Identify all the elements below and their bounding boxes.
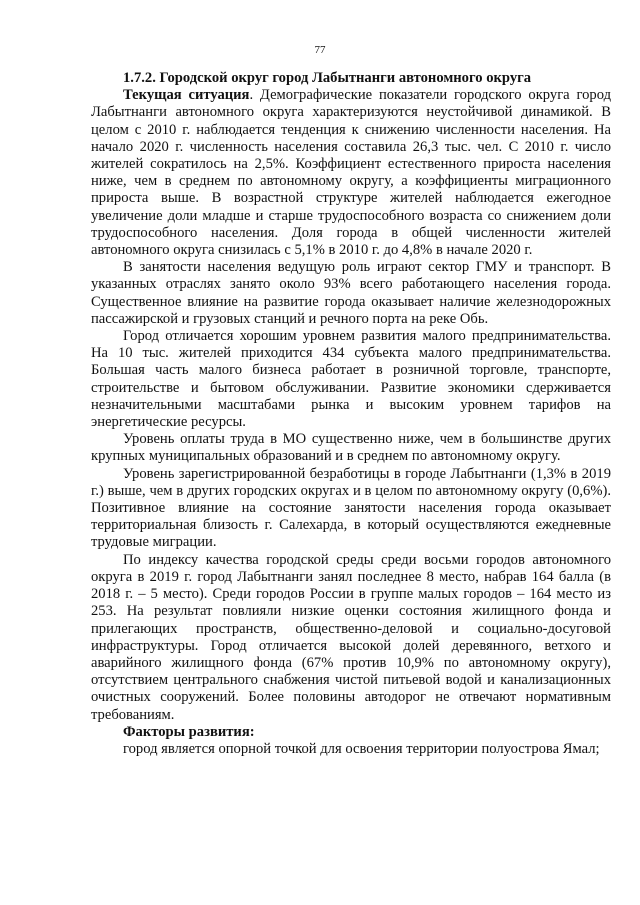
page-number: 77 bbox=[314, 44, 326, 56]
intro-paragraph bbox=[91, 87, 611, 259]
factors-heading: Факторы развития: bbox=[123, 723, 255, 740]
urban-quality-paragraph: По индексу качества городской среды среди восьми городов автономного округа в 2019 г. город Лабытнанги занял последнее 8 место, набрав 164 балла (в 2018 г. – 5 место). Среди городов России в группе малых городов – 164 место из 253. На результат повлияли низкие оценки состояния жилищного фонда и прилегающих пространств, общественно-деловой и социально-досуговой инфраструктуры. Город отличается высокой долей деревянного, ветхого и аварийного жилищного фонда (67% против 10,9% по автономному округу), отсутствием центрального снабжения чистой питьевой водой и канализационных очистных сооружений. Более половины автодорог не отвечают нормативным требованиям. bbox=[91, 551, 611, 723]
small-business-paragraph: Город отличается хорошим уровнем развития малого предпринимательства. На 10 тыс. жителей приходится 434 субъекта малого предпринимательства. Большая часть малого бизнеса работает в розничной торговле, транспорте, строительстве и бытовом обслуживании. Развитие экономики сдерживается незначительными масштабами рынка и высоким уровнем тарифов на энергетические ресурсы. bbox=[91, 328, 611, 431]
employment-paragraph: В занятости населения ведущую роль играют сектор ГМУ и транспорт. В указанных отраслях занято около 93% всего работающего населения города. Существенное влияние на развитие города оказывает наличие железнодорожных пассажирской и грузовых станций и речного порта на реке Обь. bbox=[91, 259, 611, 327]
intro-text: . Демографические показатели городского округа город Лабытнанги автономного округа характеризуются неустойчивой динамикой. В целом с 2010 г. наблюдается тенденция к снижению численности населения. На начало 2020 г. численность населения составила 26,3 тыс. чел. С 2010 г. число жителей сократилось на 2,5%. Коэффициент естественного прироста населения ниже, чем в среднем по автономному округу, а коэффициенты миграционного прироста выше. В возрастной структуре жителей наблюдается ежегодное увеличение доли младше и старше трудоспособного возраста со снижением доли трудоспособного населения. Доля города в общей численности жителей автономного округа снизилась с 5,1% в 2010 г. до 4,8% в начале 2020 г. bbox=[91, 87, 611, 259]
factor-item: город является опорной точкой для освоения территории полуострова Ямал; bbox=[123, 740, 600, 757]
page-content bbox=[91, 70, 611, 758]
intro-label: Текущая ситуация bbox=[123, 87, 250, 104]
unemployment-paragraph: Уровень зарегистрированной безработицы в городе Лабытнанги (1,3% в 2019 г.) выше, чем в других городских округах и в целом по автономному округу (0,6%). Позитивное влияние на состояние занятости населения города оказывает территориальная близость г. Салехарда, в который осуществляются ежедневные трудовые миграции. bbox=[91, 465, 611, 551]
wages-paragraph: Уровень оплаты труда в МО существенно ниже, чем в большинстве других крупных муниципальных образований и в среднем по автономному округу. bbox=[91, 431, 611, 465]
section-heading: 1.7.2. Городской округ город Лабытнанги автономного округа bbox=[123, 70, 532, 86]
